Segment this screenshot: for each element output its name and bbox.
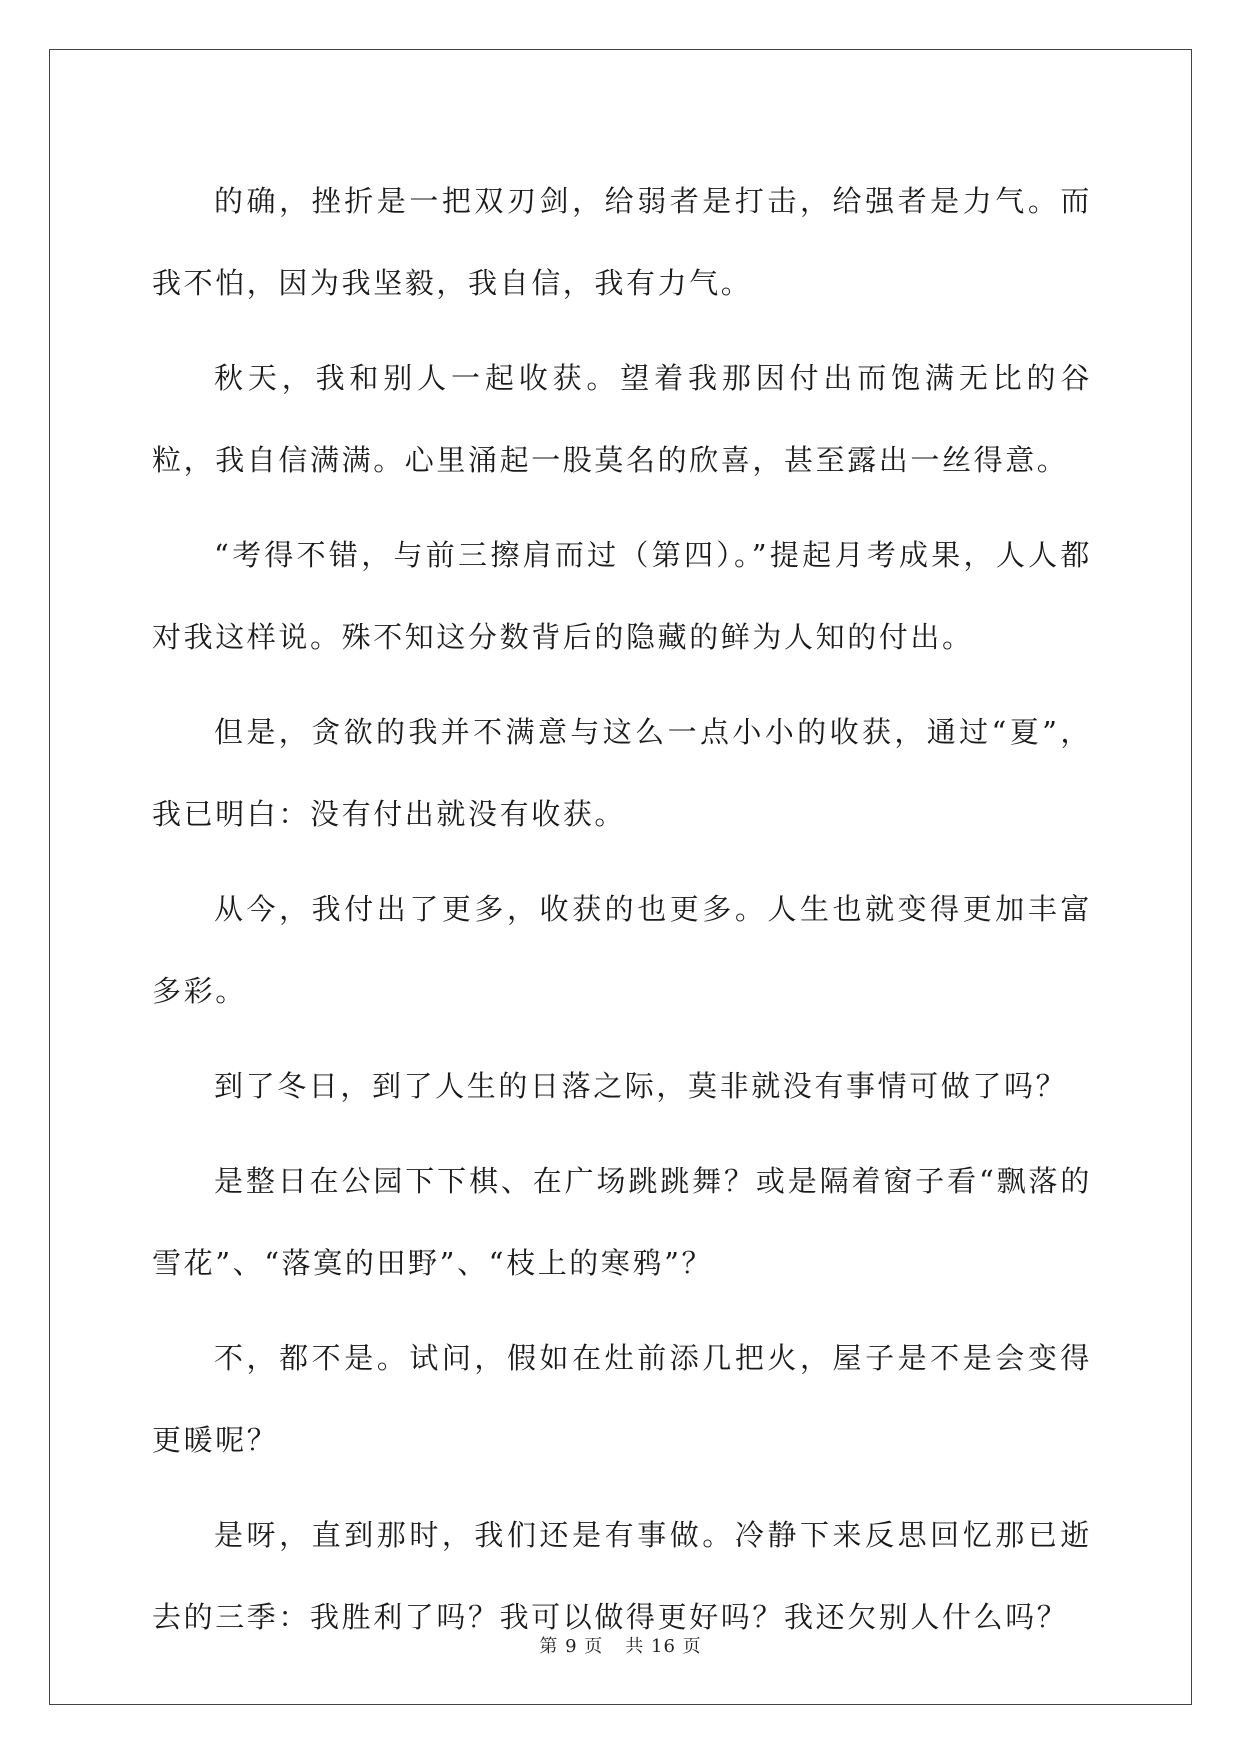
paragraph: “考得不错，与前三擦肩而过（第四）。”提起月考成果，人人都对我这样说。殊不知这分数背后的隐藏的鲜为人知的付出。 <box>152 538 1092 654</box>
page-footer <box>0 1632 1241 1658</box>
paragraph: 到了冬日，到了人生的日落之际，莫非就没有事情可做了吗？ <box>214 1069 1068 1103</box>
paragraph: 是整日在公园下下棋、在广场跳跳舞？或是隔着窗子看“飘落的雪花”、“落寞的田野”、“枝上的寒鸦”？ <box>152 1164 1092 1280</box>
page-total: 共 16 页 <box>625 1636 702 1657</box>
paragraph: 不，都不是。试问，假如在灶前添几把火，屋子是不是会变得更暖呢？ <box>152 1341 1092 1457</box>
page-number: 第 9 页 <box>539 1636 604 1657</box>
document-body <box>152 160 1092 1671</box>
paragraph: 秋天，我和别人一起收获。望着我那因付出而饱满无比的谷粒，我自信满满。心里涌起一股莫名的欣喜，甚至露出一丝得意。 <box>152 361 1092 477</box>
paragraph: 的确，挫折是一把双刃剑，给弱者是打击，给强者是力气。而我不怕，因为我坚毅，我自信，我有力气。 <box>152 184 1092 300</box>
paragraph: 但是，贪欲的我并不满意与这么一点小小的收获，通过“夏”，我已明白：没有付出就没有收获。 <box>152 715 1092 831</box>
paragraph: 是呀，直到那时，我们还是有事做。冷静下来反思回忆那已逝去的三季：我胜利了吗？我可以做得更好吗？我还欠别人什么吗？ <box>152 1518 1092 1634</box>
paragraph: 从今，我付出了更多，收获的也更多。人生也就变得更加丰富多彩。 <box>152 892 1092 1008</box>
